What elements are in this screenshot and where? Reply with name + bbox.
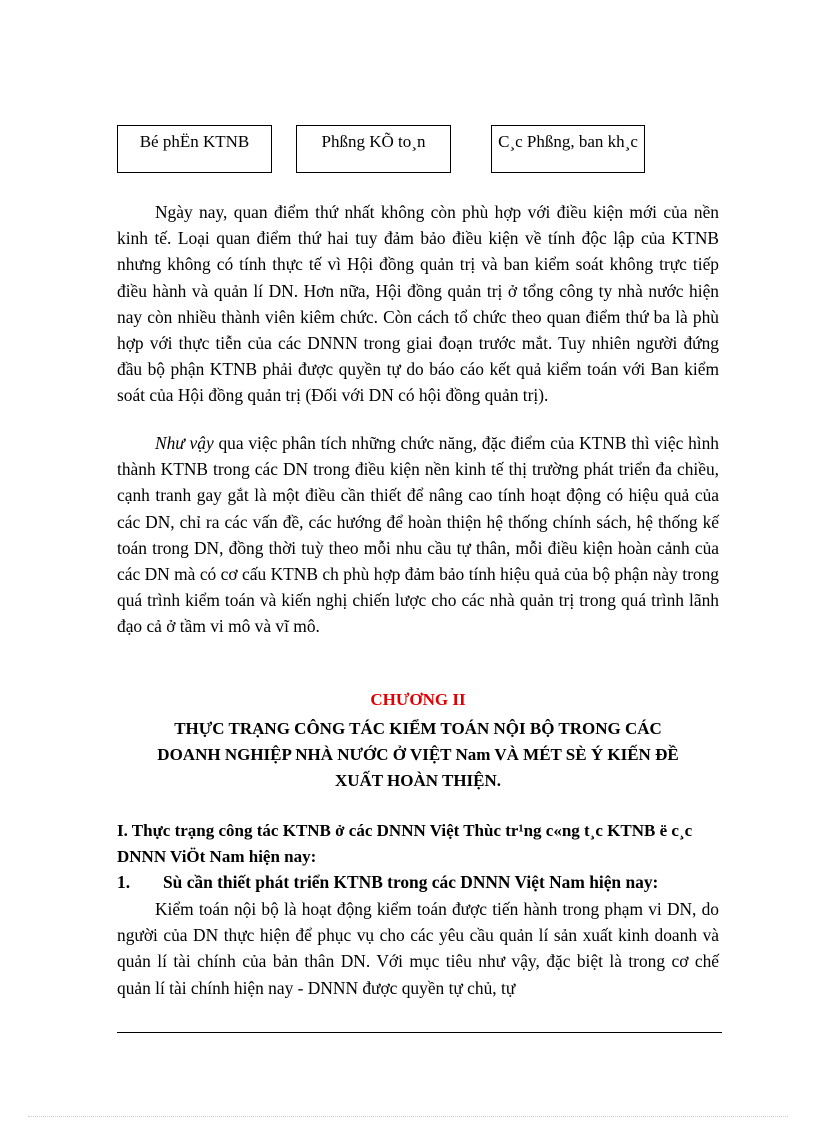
org-box-label: Bé phËn KTNB — [139, 132, 250, 151]
chapter-title-line: XUẤT HOÀN THIỆN. — [334, 771, 502, 790]
subsection-heading — [117, 869, 721, 895]
org-box-other-departments — [491, 125, 645, 173]
subsection-title: Sù cần thiết phát triển KTNB trong các DNNN Việt Nam hiện nay: — [163, 872, 659, 892]
chapter-heading: CHƯƠNG II — [370, 690, 466, 709]
chapter-title — [117, 716, 719, 794]
chapter-title-line: DOANH NGHIỆP NHÀ NƯỚC Ở VIỆT Nam VÀ MÉT SÈ Ý KIẾN ĐỀ — [157, 745, 679, 764]
footer-divider — [117, 1032, 722, 1033]
paragraph-internal-audit: Kiểm toán nội bộ là hoạt động kiểm toán được tiến hành trong phạm vi DN, do người của DN thực hiện để phục vụ cho các yêu cầu quản lí sản xuất kinh doanh và quản lí tài chính của bản thân DN. Với mục tiêu như vậy, đặc biệt là trong cơ chế quản lí tài chính hiện nay - DNNN được quyền tự chủ, tự — [117, 899, 719, 998]
org-box-label: C¸c Phßng, ban kh¸c — [498, 132, 638, 151]
subsection-number: 1. — [117, 872, 131, 892]
org-box-internal-audit — [117, 125, 272, 173]
paragraph-viewpoints: Ngày nay, quan điểm thứ nhất không còn phù hợp với điều kiện mới của nền kinh tế. Loại quan điểm thứ hai tuy đảm bảo điều kiện về tính độc lập của KTNB nhưng không có tính thực tế vì Hội đồng quản trị và ban kiểm soát không trực tiếp điều hành và quản lí DN. Hơn nữa, Hội đồng quản trị ở tổng công ty nhà nước hiện nay còn nhiều thành viên kiêm chức. Còn cách tổ chức theo quan điểm thứ ba là phù hợp với thực tiễn của các DNNN trong giai đoạn trước mắt. Tuy nhiên người đứng đầu bộ phận KTNB phải được quyền tự do báo cáo kết quả kiểm toán với Ban kiểm soát của Hội đồng quản trị (Đối với DN có hội đồng quản trị). — [117, 202, 719, 406]
org-box-label: Phßng KÕ to¸n — [321, 132, 426, 151]
page-edge — [28, 1116, 788, 1117]
italic-lead: Như vậy — [155, 433, 214, 453]
chapter-title-line: THỰC TRẠNG CÔNG TÁC KIỂM TOÁN NỘI BỘ TRONG CÁC — [174, 719, 662, 738]
org-box-accounting — [296, 125, 451, 173]
paragraph-conclusion — [117, 430, 719, 640]
paragraph-conclusion-text: qua việc phân tích những chức năng, đặc điểm của KTNB thì việc hình thành KTNB trong các DN trong điều kiện nền kinh tế thị trường phát triển đa chiều, cạnh tranh gay gắt là một điều cần thiết để nâng cao tính hoạt động có hiệu quả của các DN, chỉ ra các vấn đề, các hướng để hoàn thiện hệ thống chính sách, hệ thống kế toán trong DN, đồng thời tuỳ theo mỗi nhu cầu tự thân, mỗi điều kiện hoàn cảnh của các DN mà có cơ cấu KTNB ch phù hợp đảm bảo tính hiệu quả của bộ phận này trong quá trình kiểm toán và kiến nghị chiến lược cho các nhà quản trị trong quá trình lãnh đạo cả ở tầm vi mô và vĩ mô. — [117, 433, 719, 637]
section-heading: I. Thực trạng công tác KTNB ở các DNNN Việt Thùc tr¹ng c«ng t¸c KTNB ë c¸c DNNN ViÖt Nam hiện nay: — [117, 821, 693, 866]
